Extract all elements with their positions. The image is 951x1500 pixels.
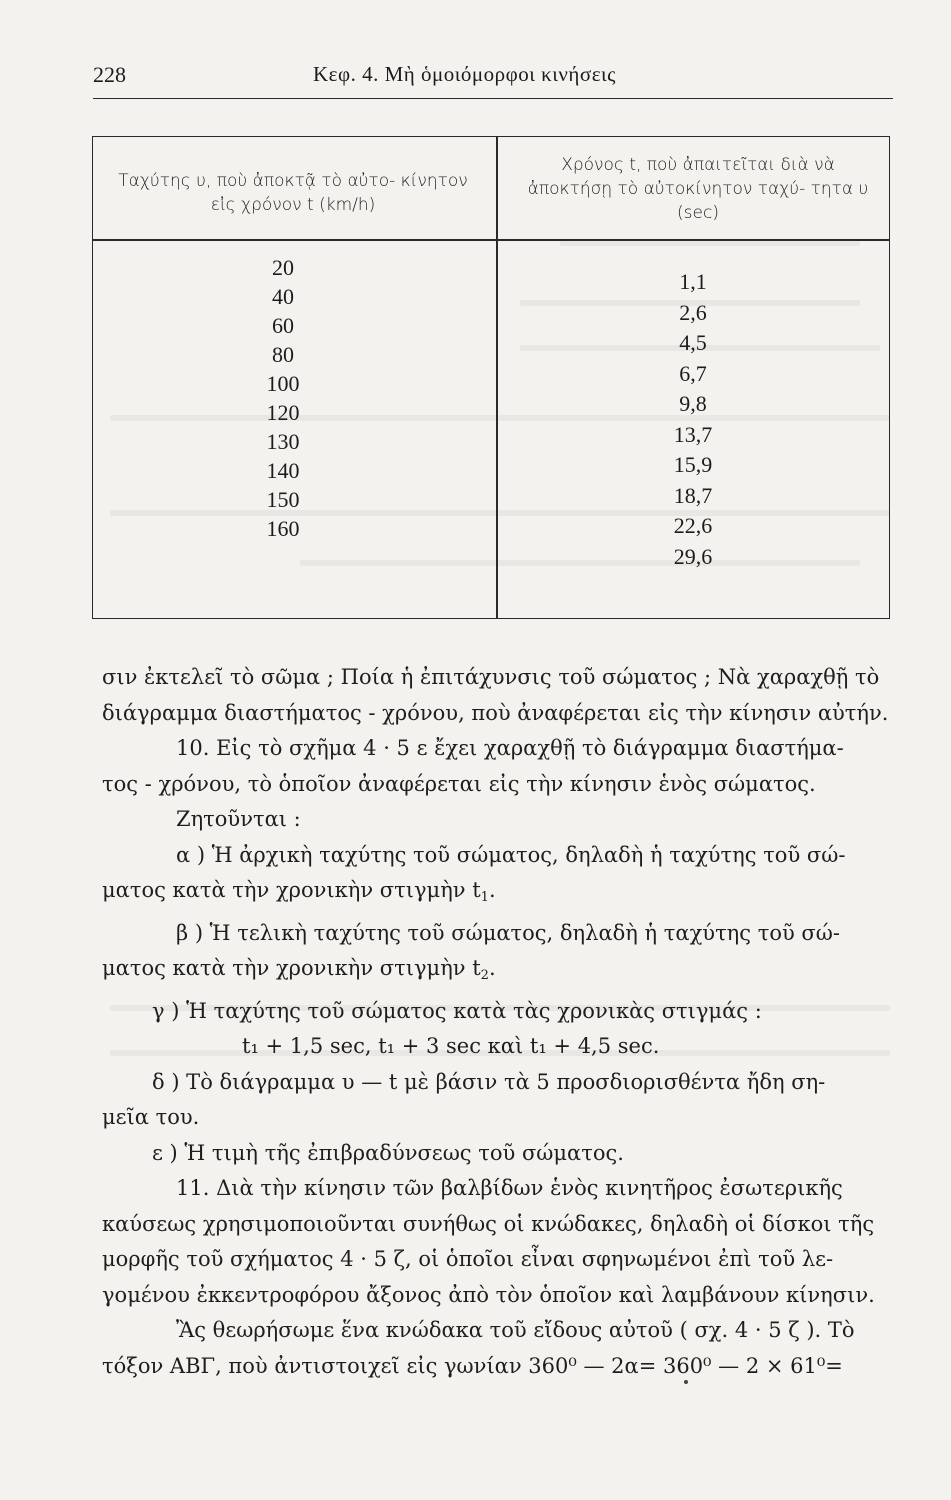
table-cell: 150	[266, 487, 300, 512]
table-cell: 4,5	[679, 330, 707, 355]
text-line: Ἂς θεωρήσωμε ἕνα κνώδακα τοῦ εἴδους αὐτοῦ ( σχ. 4 · 5 ζ ). Τὸ	[176, 1318, 855, 1342]
table-cell: 80	[272, 342, 294, 367]
text-line: τόξον ΑΒΓ, ποὺ ἀντιστοιχεῖ εἰς γωνίαν 360⁰ — 2α= 360⁰ — 2 × 61⁰=	[102, 1353, 843, 1378]
speed-column	[203, 253, 363, 543]
time-column-header: Χρόνος t, ποὺ ἀπαιτεῖται διὰ νὰ ἀποκτήσῃ τὸ αὐτοκίνητον ταχύ- τητα υ (sec)	[527, 155, 869, 223]
body-text	[102, 660, 892, 1384]
exercise-10-heading: 10. Εἰς τὸ σχῆμα 4 · 5 ε ἔχει χαραχθῇ τὸ διάγραμμα διαστήμα-	[176, 736, 844, 760]
table-cell: 15,9	[673, 452, 713, 477]
text-span: ματος κατὰ τὴν χρονικὴν στιγμὴν t	[102, 878, 481, 902]
subscript: 2	[480, 968, 489, 983]
table-cell: 6,7	[679, 360, 707, 386]
exercise-11-heading: 11. Διὰ τὴν κίνησιν τῶν βαλβίδων ἑνὸς κινητῆρος ἐσωτερικῆς	[176, 1176, 843, 1200]
table-cell: 18,7	[673, 482, 713, 508]
column-divider	[496, 137, 498, 618]
table-cell: 60	[272, 313, 294, 338]
page-number: 228	[93, 62, 126, 87]
formula-line: t₁ + 1,5 sec, t₁ + 3 sec καὶ t₁ + 4,5 sec.	[242, 1034, 660, 1058]
text-span: ματος κατὰ τὴν χρονικὴν στιγμὴν t	[102, 956, 481, 980]
item-alpha: α ) Ἡ ἀρχικὴ ταχύτης τοῦ σώματος, δηλαδὴ ἡ ταχύτης τοῦ σώ-	[176, 842, 846, 867]
text-line: καύσεως χρησιμοποιοῦνται συνήθως οἱ κνώδακες, δηλαδὴ οἱ δίσκοι τῆς	[102, 1211, 875, 1236]
subscript: 1	[480, 890, 489, 905]
table-cell: 9,8	[679, 391, 707, 416]
table-cell: 130	[266, 429, 300, 454]
table-cell: 13,7	[673, 421, 713, 447]
table-cell: 100	[266, 371, 300, 396]
text-line	[102, 951, 892, 994]
time-column	[613, 267, 773, 572]
table-cell: 29,6	[673, 543, 713, 569]
header-divider	[93, 239, 889, 241]
text-span: .	[488, 878, 496, 902]
speed-time-table	[92, 136, 890, 619]
text-line: μορφῆς τοῦ σχήματος 4 · 5 ζ, οἱ ὁποῖοι εἶναι σφηνωμένοι ἐπὶ τοῦ λε-	[102, 1247, 834, 1271]
item-gamma: γ ) Ἡ ταχύτης τοῦ σώματος κατὰ τὰς χρονικὰς στιγμάς :	[152, 998, 762, 1023]
text-line: διάγραμμα διαστήματος - χρόνου, ποὺ ἀναφέρεται εἰς τὴν κίνησιν αὐτήν.	[102, 700, 889, 725]
item-delta: δ ) Τὸ διάγραμμα υ — t μὲ βάσιν τὰ 5 προσδιορισθέντα ἤδη ση-	[152, 1069, 826, 1094]
text-span: .	[488, 956, 496, 980]
table-cell: 20	[272, 255, 294, 280]
running-title: Κεφ. 4. Μὴ ὁμοιόμορφοι κινήσεις	[313, 62, 616, 86]
item-beta: β ) Ἡ τελικὴ ταχύτης τοῦ σώματος, δηλαδὴ ἡ ταχύτης τοῦ σώ-	[176, 920, 840, 945]
text-line: μεῖα του.	[102, 1105, 200, 1129]
text-line: σιν ἐκτελεῖ τὸ σῶμα ; Ποία ἡ ἐπιτάχυνσις τοῦ σώματος ; Νὰ χαραχθῇ τὸ	[102, 665, 880, 689]
item-epsilon: ε ) Ἡ τιμὴ τῆς ἐπιβραδύνσεως τοῦ σώματος.	[152, 1140, 624, 1165]
page-header	[93, 58, 893, 99]
text-line	[102, 873, 892, 916]
text-line: τος - χρόνου, τὸ ὁποῖον ἀναφέρεται εἰς τὴν κίνησιν ἑνὸς σώματος.	[102, 771, 816, 796]
text-line: Ζητοῦνται :	[176, 807, 301, 831]
table-cell: 1,1	[679, 269, 707, 294]
table-cell: 140	[266, 458, 300, 483]
ink-dot	[684, 1380, 688, 1384]
table-cell: 22,6	[673, 513, 713, 538]
table-cell: 120	[266, 400, 300, 425]
table-cell: 2,6	[679, 299, 707, 325]
table-cell: 40	[272, 284, 294, 309]
speed-column-header: Ταχύτης υ, ποὺ ἀποκτᾷ τὸ αὐτο- κίνητον εἰς χρόνον t (km/h)	[118, 171, 468, 215]
table-cell: 160	[266, 516, 300, 541]
text-line: γομένου ἐκκεντροφόρου ἄξονος ἀπὸ τὸν ὁποῖον καὶ λαμβάνουν κίνησιν.	[102, 1282, 875, 1307]
